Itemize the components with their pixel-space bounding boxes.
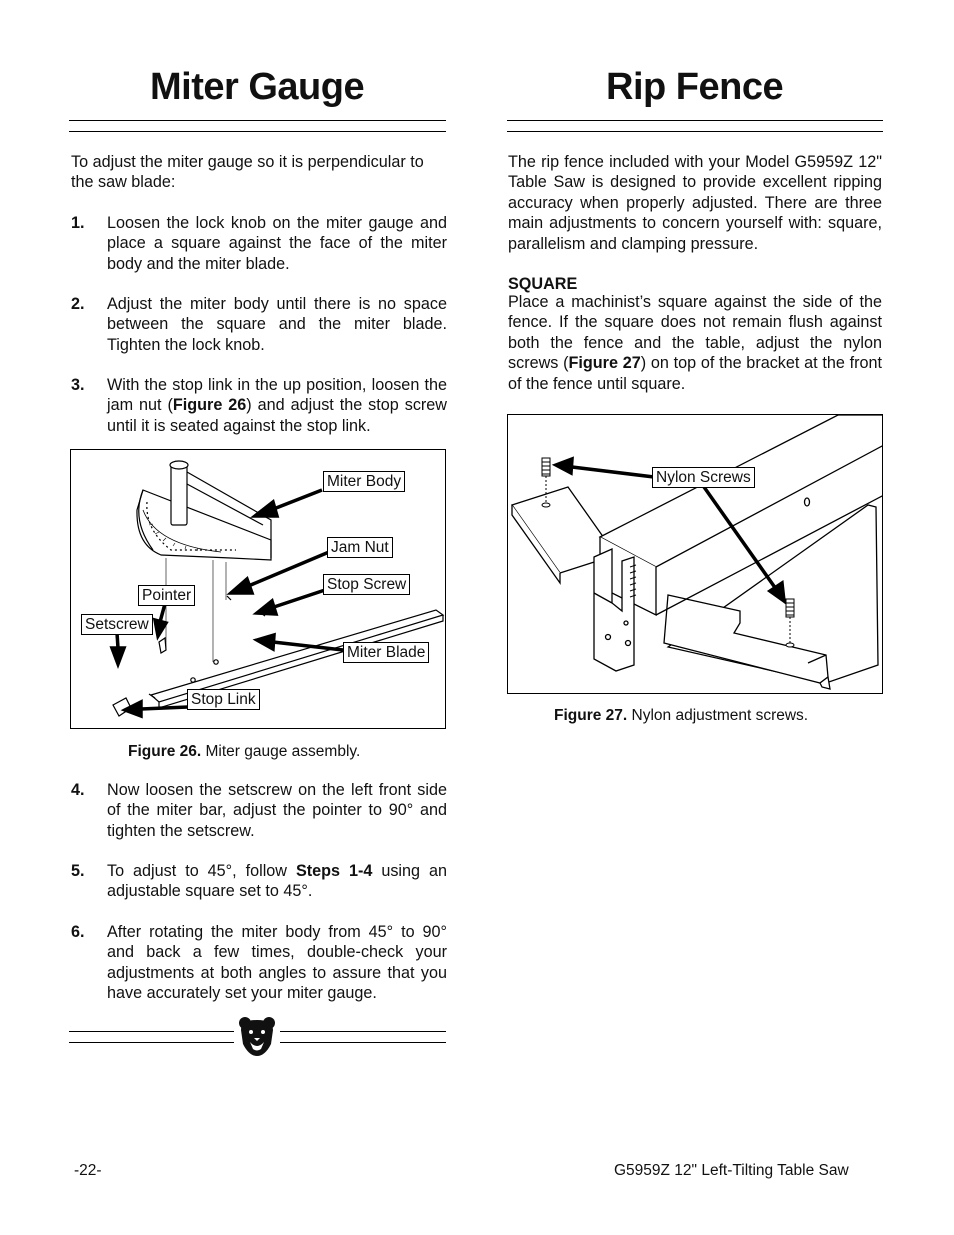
step-text: [107, 861, 447, 902]
figure-27-caption: [554, 707, 808, 725]
figure-reference: Figure 26: [172, 396, 247, 415]
steps-reference: Steps 1-4: [295, 862, 373, 880]
step-text: [107, 375, 447, 436]
step-text: After rotating the miter body from 45° to 90° and back a few times, double-check your adjustments at both angles to assure that you have accurately set your miter gauge.: [107, 923, 447, 1003]
page-title-rip-fence: Rip Fence: [606, 66, 784, 108]
square-text-pre: Place a machinist’s square against the side of the fence. If the square does not remain flush against both the fence and the table, adjust the nylon screws (: [508, 293, 882, 373]
step-number: 4.: [71, 781, 85, 799]
title-rule-right-bottom: [507, 131, 883, 132]
step-text-pre: To adjust to 45°, follow: [107, 862, 296, 880]
caption-text: Miter gauge assembly.: [201, 743, 361, 760]
label-miter-body: Miter Body: [323, 471, 405, 492]
caption-figure-number: Figure 26.: [128, 743, 202, 760]
step-text-post: ) and adjust the stop screw until it is seated against the stop link.: [107, 396, 447, 435]
step-text-pre: With the stop link in the up position, loosen the jam nut (: [107, 376, 447, 415]
square-heading: SQUARE: [508, 275, 578, 293]
figure-reference: Figure 27: [568, 354, 641, 373]
label-stop-link: Stop Link: [187, 689, 260, 710]
label-stop-screw: Stop Screw: [323, 574, 410, 595]
figure-26-caption: [128, 743, 360, 761]
miter-intro: To adjust the miter gauge so it is perpendicular to the saw blade:: [71, 153, 424, 192]
step-text: Loosen the lock knob on the miter gauge and place a square against the face of the miter body and the miter blade.: [107, 214, 447, 273]
step-number: 2.: [71, 295, 85, 313]
figure-27-rip-fence: [507, 414, 883, 694]
label-miter-blade: Miter Blade: [343, 642, 429, 663]
separator-rule-right-a: [280, 1031, 446, 1032]
bear-head-logo-icon: [237, 1016, 277, 1058]
label-jam-nut: Jam Nut: [327, 537, 393, 558]
step-number: 3.: [71, 376, 85, 394]
step-text: Now loosen the setscrew on the left front side of the miter bar, adjust the pointer to 90° and tighten the setscrew.: [107, 781, 447, 840]
square-paragraph: [508, 292, 882, 394]
rip-fence-illustration: [508, 415, 883, 694]
square-text-post: ) on top of the bracket at the front of the fence until square.: [508, 354, 883, 393]
label-setscrew: Setscrew: [81, 614, 153, 635]
title-rule-left-top: [69, 120, 446, 121]
label-pointer: Pointer: [138, 585, 195, 606]
step-number: 6.: [71, 923, 85, 941]
separator-rule-left-b: [69, 1042, 234, 1043]
caption-text: Nylon adjustment screws.: [627, 707, 809, 724]
page-number: -22-: [74, 1162, 102, 1179]
step-number: 1.: [71, 214, 85, 232]
separator-rule-right-b: [280, 1042, 446, 1043]
label-nylon-screws: Nylon Screws: [652, 467, 755, 488]
caption-figure-number: Figure 27.: [554, 707, 628, 724]
step-number: 5.: [71, 862, 85, 880]
rip-fence-intro: The rip fence included with your Model G5959Z 12" Table Saw is designed to provide excellent ripping accuracy when properly adjusted. There are three main adjustments to concern yourself with: square, parallelism and clamping pressure.: [508, 153, 882, 253]
separator-rule-left-a: [69, 1031, 234, 1032]
title-rule-right-top: [507, 120, 883, 121]
step-text: Adjust the miter body until there is no space between the square and the miter blade. Tighten the lock knob.: [107, 295, 447, 354]
page-title-miter-gauge: Miter Gauge: [150, 66, 365, 108]
footer-model-name: G5959Z 12" Left-Tilting Table Saw: [614, 1162, 849, 1179]
title-rule-left-bottom: [69, 131, 446, 132]
figure-26-miter-gauge: [70, 449, 446, 729]
step-text-post: using an adjustable square set to 45°.: [107, 862, 447, 901]
